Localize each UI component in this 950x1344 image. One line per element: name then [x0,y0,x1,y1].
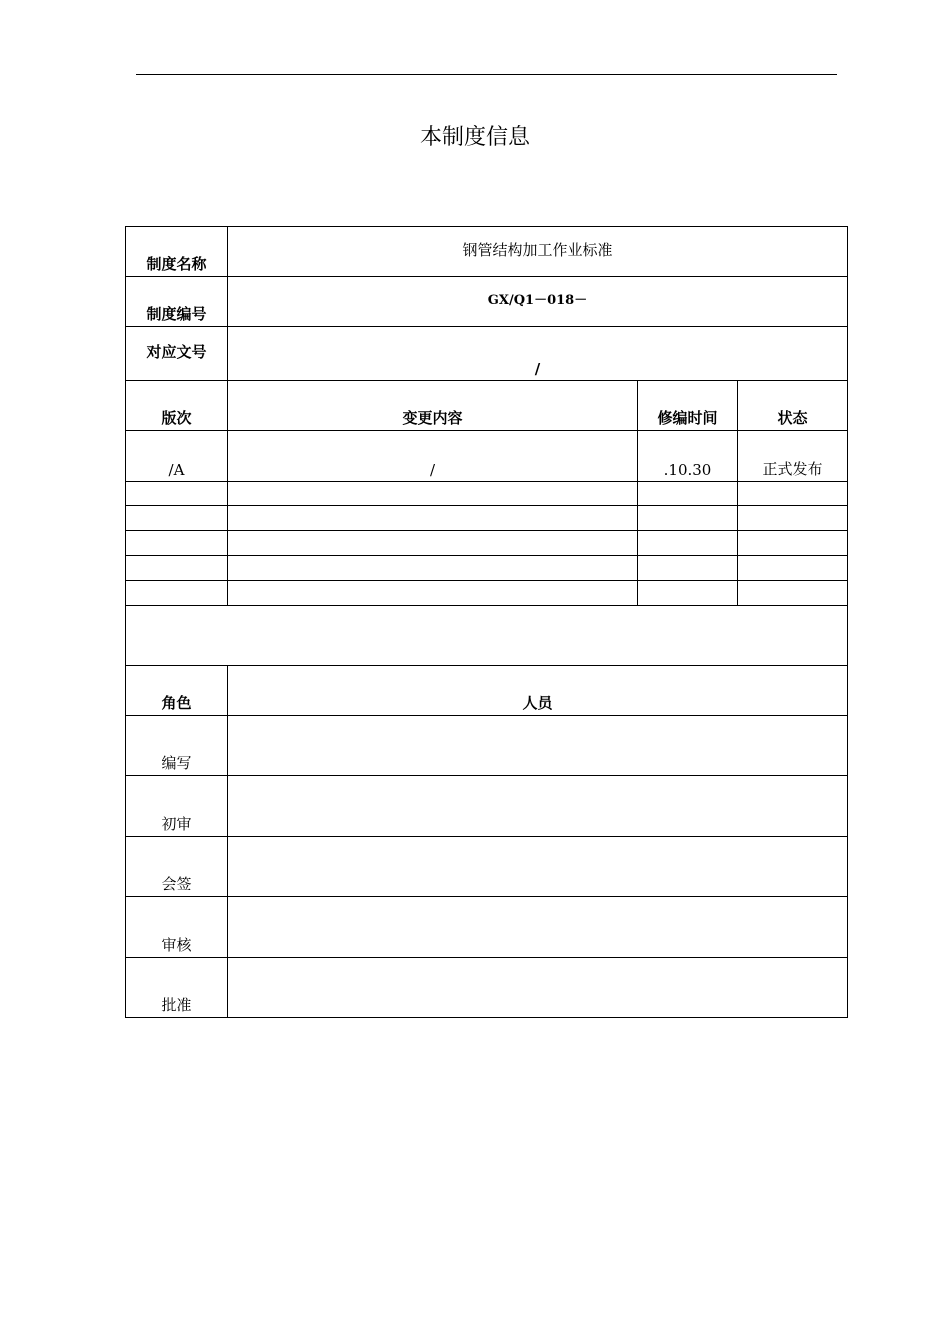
spacer-cell [126,606,848,666]
table-row [126,581,848,606]
content-cell [228,506,638,531]
spacer-row [126,606,848,666]
role-cell: 编写 [126,716,228,776]
name-value: 钢管结构加工作业标准 [228,227,848,277]
name-label: 制度名称 [126,227,228,277]
role-cell: 审核 [126,897,228,958]
status-cell [738,581,848,606]
version-cell [126,556,228,581]
header-rule [136,74,837,75]
status-cell [738,531,848,556]
table-row [126,776,848,837]
role-cell: 初审 [126,776,228,837]
role-cell: 批准 [126,958,228,1018]
time-cell [638,482,738,506]
row-name [126,227,848,277]
time-cell: .10.30 [638,431,738,482]
person-cell [228,837,848,897]
time-cell [638,531,738,556]
code-value: GX/Q1－018－ [228,277,848,327]
table-row [126,506,848,531]
version-cell [126,482,228,506]
content-cell [228,531,638,556]
person-cell [228,897,848,958]
code-label: 制度编号 [126,277,228,327]
person-cell [228,958,848,1018]
version-cell: /A [126,431,228,482]
version-header: 版次 [126,381,228,431]
content-header: 变更内容 [228,381,638,431]
table-row [126,431,848,482]
content-cell [228,482,638,506]
docno-label: 对应文号 [126,327,228,381]
table-row [126,482,848,506]
row-code [126,277,848,327]
time-header: 修编时间 [638,381,738,431]
info-table [125,226,848,1018]
table-row [126,958,848,1018]
table-row [126,556,848,581]
role-header: 角色 [126,666,228,716]
status-cell [738,482,848,506]
version-cell [126,531,228,556]
status-cell [738,506,848,531]
person-cell [228,776,848,837]
time-cell [638,581,738,606]
person-header: 人员 [228,666,848,716]
row-docno [126,327,848,381]
content-cell: / [228,431,638,482]
roles-header-row [126,666,848,716]
docno-value: / [228,327,848,381]
person-cell [228,716,848,776]
content-cell [228,556,638,581]
role-cell: 会签 [126,837,228,897]
table-row [126,716,848,776]
time-cell [638,556,738,581]
revision-header-row [126,381,848,431]
version-cell [126,581,228,606]
status-header: 状态 [738,381,848,431]
time-cell [638,506,738,531]
table-row [126,531,848,556]
table-row [126,837,848,897]
status-cell [738,556,848,581]
page-title: 本制度信息 [419,125,530,150]
content-cell [228,581,638,606]
table-row [126,897,848,958]
version-cell [126,506,228,531]
status-cell: 正式发布 [738,431,848,482]
